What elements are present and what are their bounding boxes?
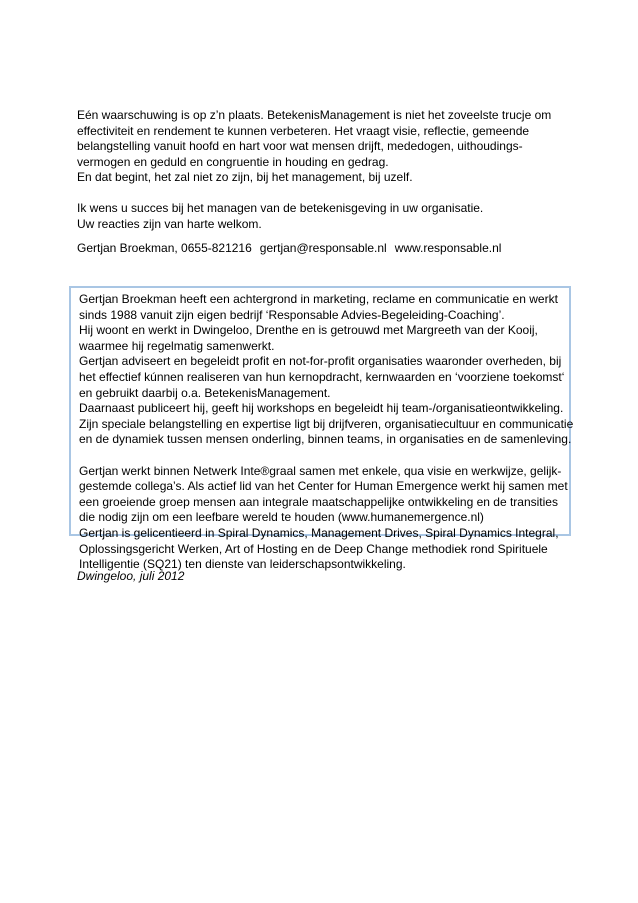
bio-line: Zijn speciale belangstelling en expertise ligt bij drijfveren, organisatiecultuur en communicatie xyxy=(79,416,574,431)
bio-line: Intelligentie (SQ21) ten dienste van leiderschapsontwikkeling. xyxy=(79,557,406,572)
place-date: Dwingeloo, juli 2012 xyxy=(77,569,185,583)
bio-line: en gebruikt daarbij o.a. BetekenisManagement. xyxy=(79,385,331,400)
intro-paragraph xyxy=(77,108,577,186)
bio-line: gestemde collega’s. Als actief lid van het Center for Human Emergence werkt hij samen met xyxy=(79,479,568,494)
intro-line: En dat begint, het zal niet zo zijn, bij het management, bij uzelf. xyxy=(77,170,413,185)
intro-line: effectiviteit en rendement te kunnen verbeteren. Het vraagt visie, reflectie, gemeende xyxy=(77,123,530,138)
wish-line: Uw reacties zijn van harte welkom. xyxy=(77,216,262,231)
wish-line: Ik wens u succes bij het managen van de betekenisgeving in uw organisatie. xyxy=(77,201,484,215)
wish-paragraph xyxy=(77,201,577,232)
bio-line: en de dynamiek tussen mensen onderling, binnen teams, in organisaties en de samenleving. xyxy=(79,432,572,447)
bio-line: Daarnaast publiceert hij, geeft hij workshops en begeleidt hij team-/organisatieontwikkeling. xyxy=(79,401,564,416)
bio-line: Gertjan adviseert en begeleidt profit en not-for-profit organisaties waaronder overheden, bij xyxy=(79,354,562,369)
bio-line: een groeiende groep mensen aan integrale maatschappelijke ontwikkeling en de transities xyxy=(79,494,558,509)
bio-line: Hij woont en werkt in Dwingeloo, Drenthe en is getrouwd met Margreeth van der Kooij, xyxy=(79,323,538,338)
bio-line: sinds 1988 vanuit zijn eigen bedrijf ‘Responsable Advies-Begeleiding-Coaching’. xyxy=(79,307,505,322)
bio-line: waarmee hij regelmatig samenwerkt. xyxy=(79,338,275,353)
bio-text xyxy=(79,292,573,573)
intro-line: Eén waarschuwing is op z’n plaats. BetekenisManagement is niet het zoveelste trucje om xyxy=(77,108,552,122)
bio-line: die nodig zijn om een leefbare wereld te houden (www.humanemergence.nl) xyxy=(79,510,484,525)
contact-email-link[interactable]: gertjan@responsable.nl xyxy=(259,241,387,255)
bio-line: Oplossingsgericht Werken, Art of Hosting en de Deep Change methodiek rond Spirituele xyxy=(79,541,548,556)
bio-line: Gertjan werkt binnen Netwerk Inte®graal samen met enkele, qua visie en werkwijze, gelijk- xyxy=(79,463,562,478)
contact-line xyxy=(77,241,577,257)
bio-line: Gertjan is gelicentieerd in Spiral Dynamics, Management Drives, Spiral Dynamics Integral, xyxy=(79,525,559,540)
contact-name-phone: Gertjan Broekman, 0655-821216 xyxy=(77,241,252,255)
intro-line: vermogen en geduld en congruentie in houding en gedrag. xyxy=(77,154,389,169)
intro-line: belangstelling vanuit hoofd en hart voor wat mensen drijft, mededogen, uithoudings- xyxy=(77,139,523,154)
bio-line: het effectief kúnnen realiseren van hun kernopdracht, kernwaarden en ‘voorziene toekomst‘ xyxy=(79,369,565,384)
contact-website-link[interactable]: www.responsable.nl xyxy=(394,241,502,255)
paragraph-gap xyxy=(79,448,573,464)
bio-line: Gertjan Broekman heeft een achtergrond in marketing, reclame en communicatie en werkt xyxy=(79,292,558,306)
bio-box xyxy=(69,286,574,572)
